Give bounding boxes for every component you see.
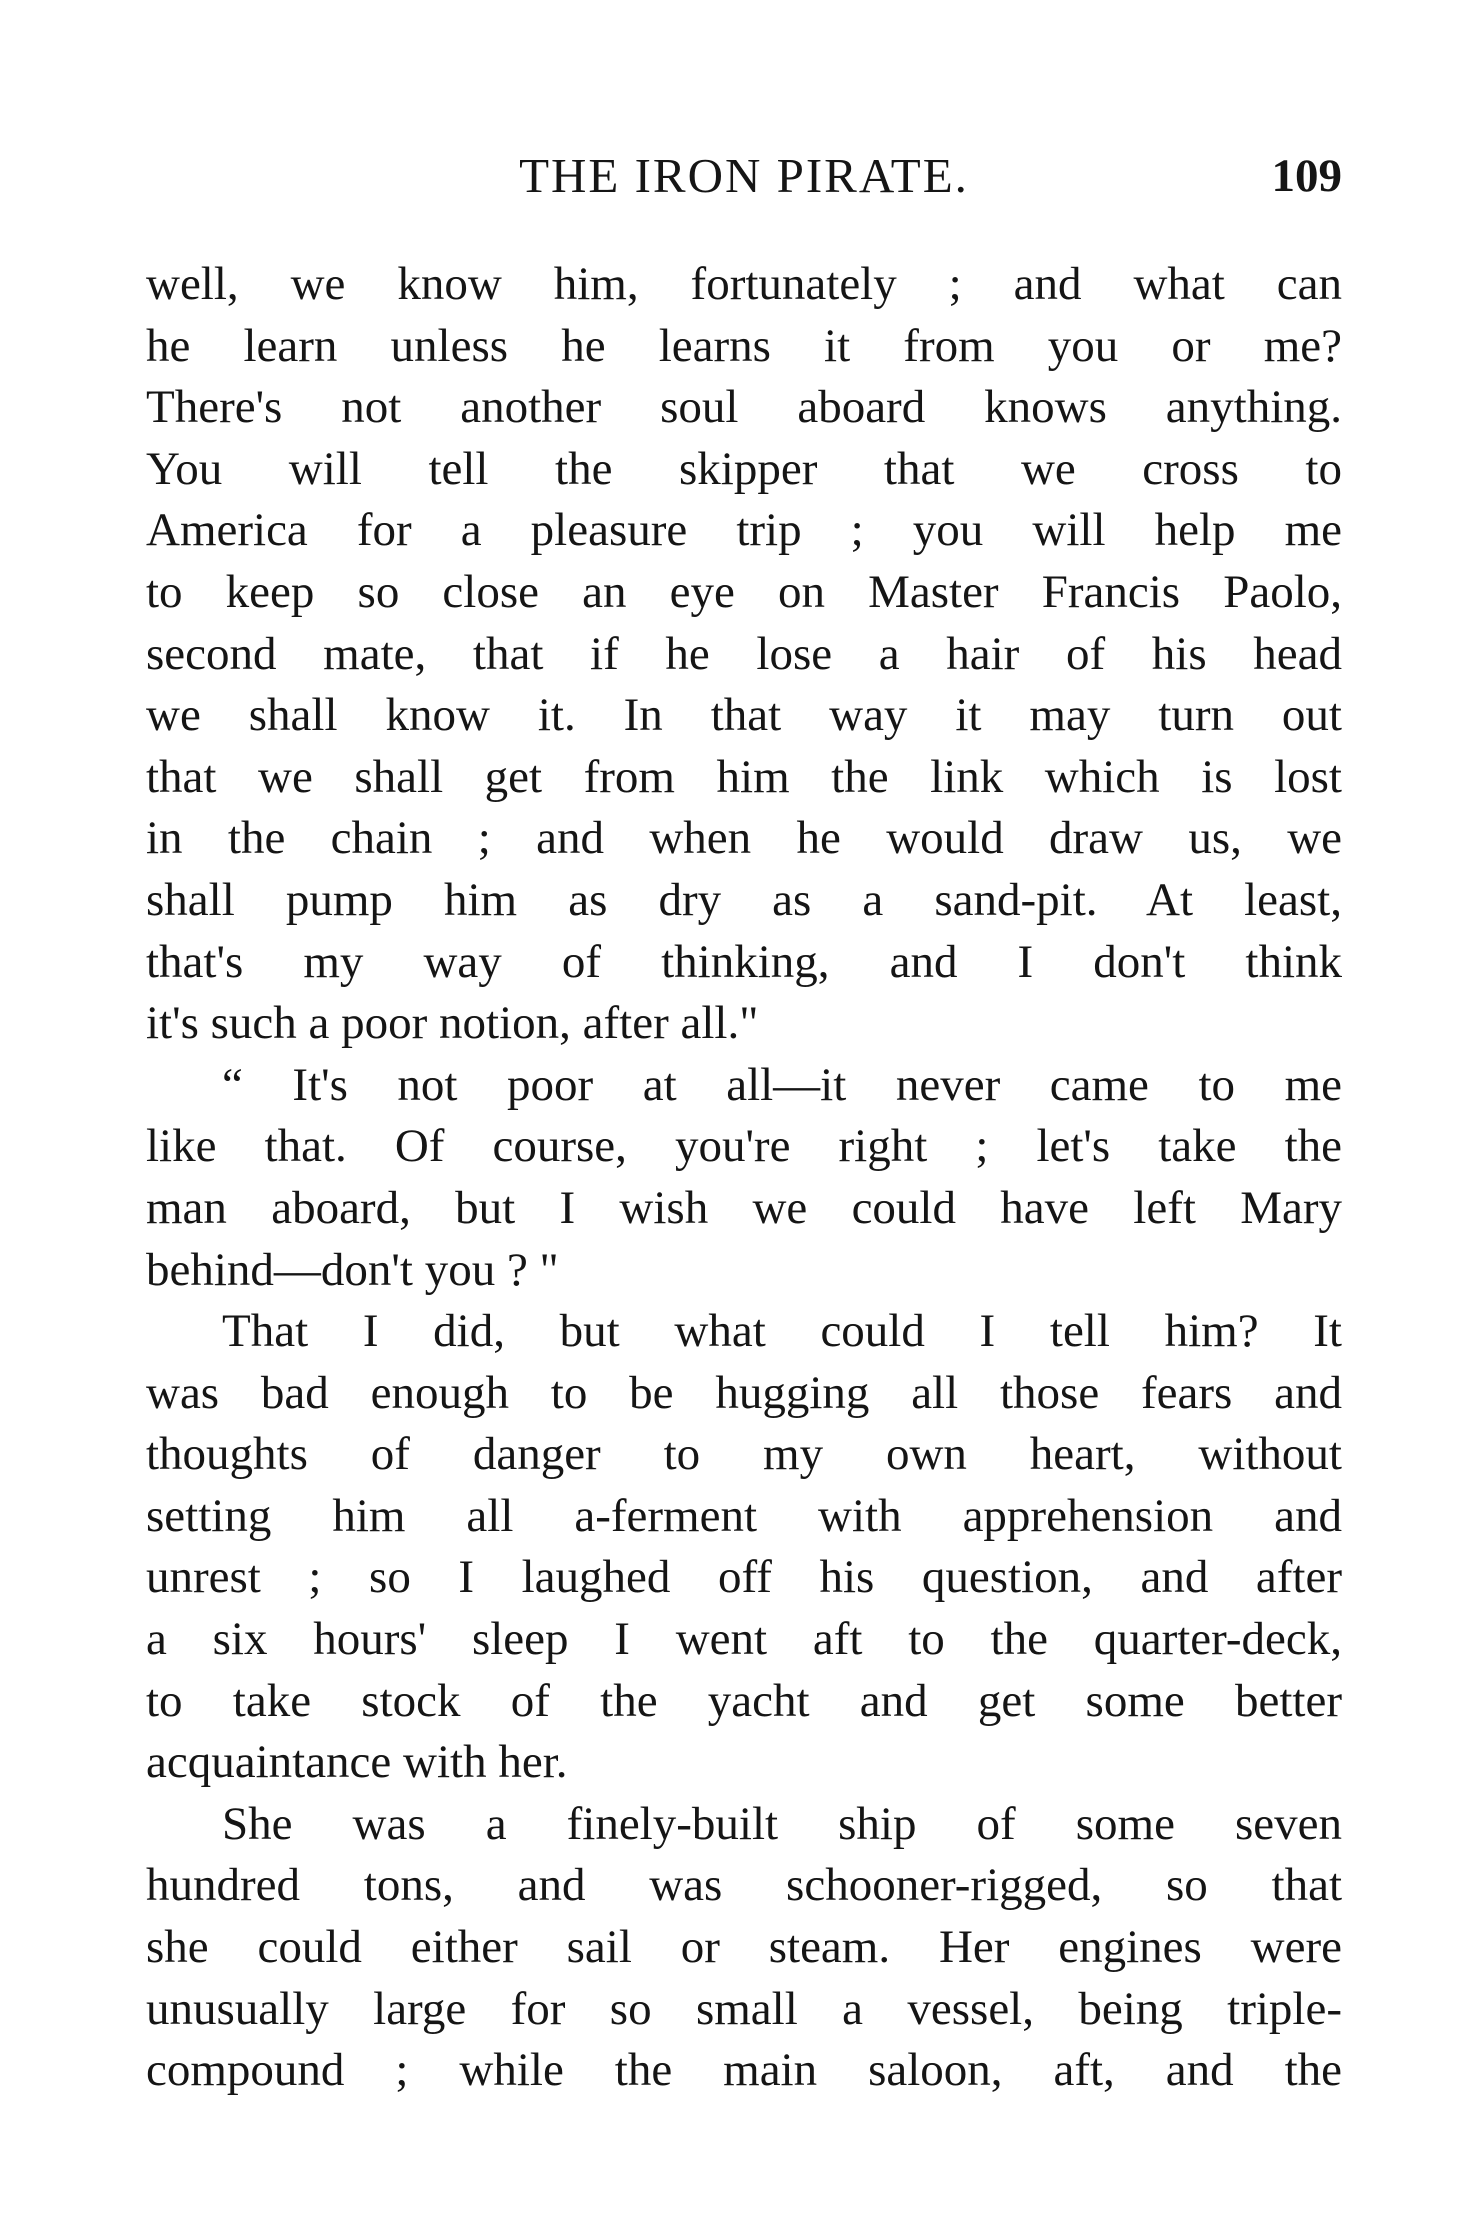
text-line: second mate, that if he lose a hair of his head <box>146 627 1342 680</box>
text-line: it's such a poor notion, after all." <box>146 997 759 1050</box>
text-line: we shall know it. In that way it may turn out <box>146 689 1342 742</box>
text-line: setting him all a-ferment with apprehension and <box>146 1489 1342 1542</box>
running-title: THE IRON PIRATE. <box>519 148 969 203</box>
text-line: in the chain ; and when he would draw us, we <box>146 812 1342 865</box>
text-line: hundred tons, and was schooner-rigged, so that <box>146 1859 1342 1912</box>
text-line: to keep so close an eye on Master Francis Paolo, <box>146 565 1342 618</box>
running-head <box>146 146 1342 206</box>
text-line: unrest ; so I laughed off his question, and after <box>146 1551 1342 1604</box>
text-line: compound ; while the main saloon, aft, and the <box>146 2044 1342 2097</box>
text-line: There's not another soul aboard knows anything. <box>146 381 1342 434</box>
text-line: thoughts of danger to my own heart, without <box>146 1428 1342 1481</box>
text-line: was bad enough to be hugging all those fears and <box>146 1366 1342 1419</box>
body-text <box>146 254 1342 2102</box>
text-line: You will tell the skipper that we cross to <box>146 442 1342 495</box>
text-line: “ It's not poor at all—it never came to me <box>222 1058 1342 1111</box>
book-page <box>146 0 1342 2234</box>
text-line: she could either sail or steam. Her engines were <box>146 1921 1342 1974</box>
text-line: acquaintance with her. <box>146 1736 568 1789</box>
text-line: She was a finely-built ship of some seven <box>222 1797 1342 1850</box>
text-line: man aboard, but I wish we could have left Mary <box>146 1181 1342 1234</box>
text-line: unusually large for so small a vessel, being triple- <box>146 1982 1342 2035</box>
text-line: he learn unless he learns it from you or me? <box>146 319 1342 372</box>
text-line: well, we know him, fortunately ; and what can <box>146 258 1342 310</box>
page-number: 109 <box>1271 150 1342 202</box>
text-line: to take stock of the yacht and get some better <box>146 1674 1342 1727</box>
text-line: a six hours' sleep I went aft to the quarter-deck, <box>146 1613 1342 1666</box>
text-line: That I did, but what could I tell him? It <box>222 1305 1342 1358</box>
text-line: like that. Of course, you're right ; let's take the <box>146 1120 1342 1173</box>
text-line: behind—don't you ? " <box>146 1243 559 1296</box>
text-line: shall pump him as dry as a sand-pit. At least, <box>146 873 1342 926</box>
text-line: that we shall get from him the link which is lost <box>146 750 1342 803</box>
text-line: that's my way of thinking, and I don't think <box>146 935 1342 988</box>
text-line: America for a pleasure trip ; you will help me <box>146 504 1342 557</box>
